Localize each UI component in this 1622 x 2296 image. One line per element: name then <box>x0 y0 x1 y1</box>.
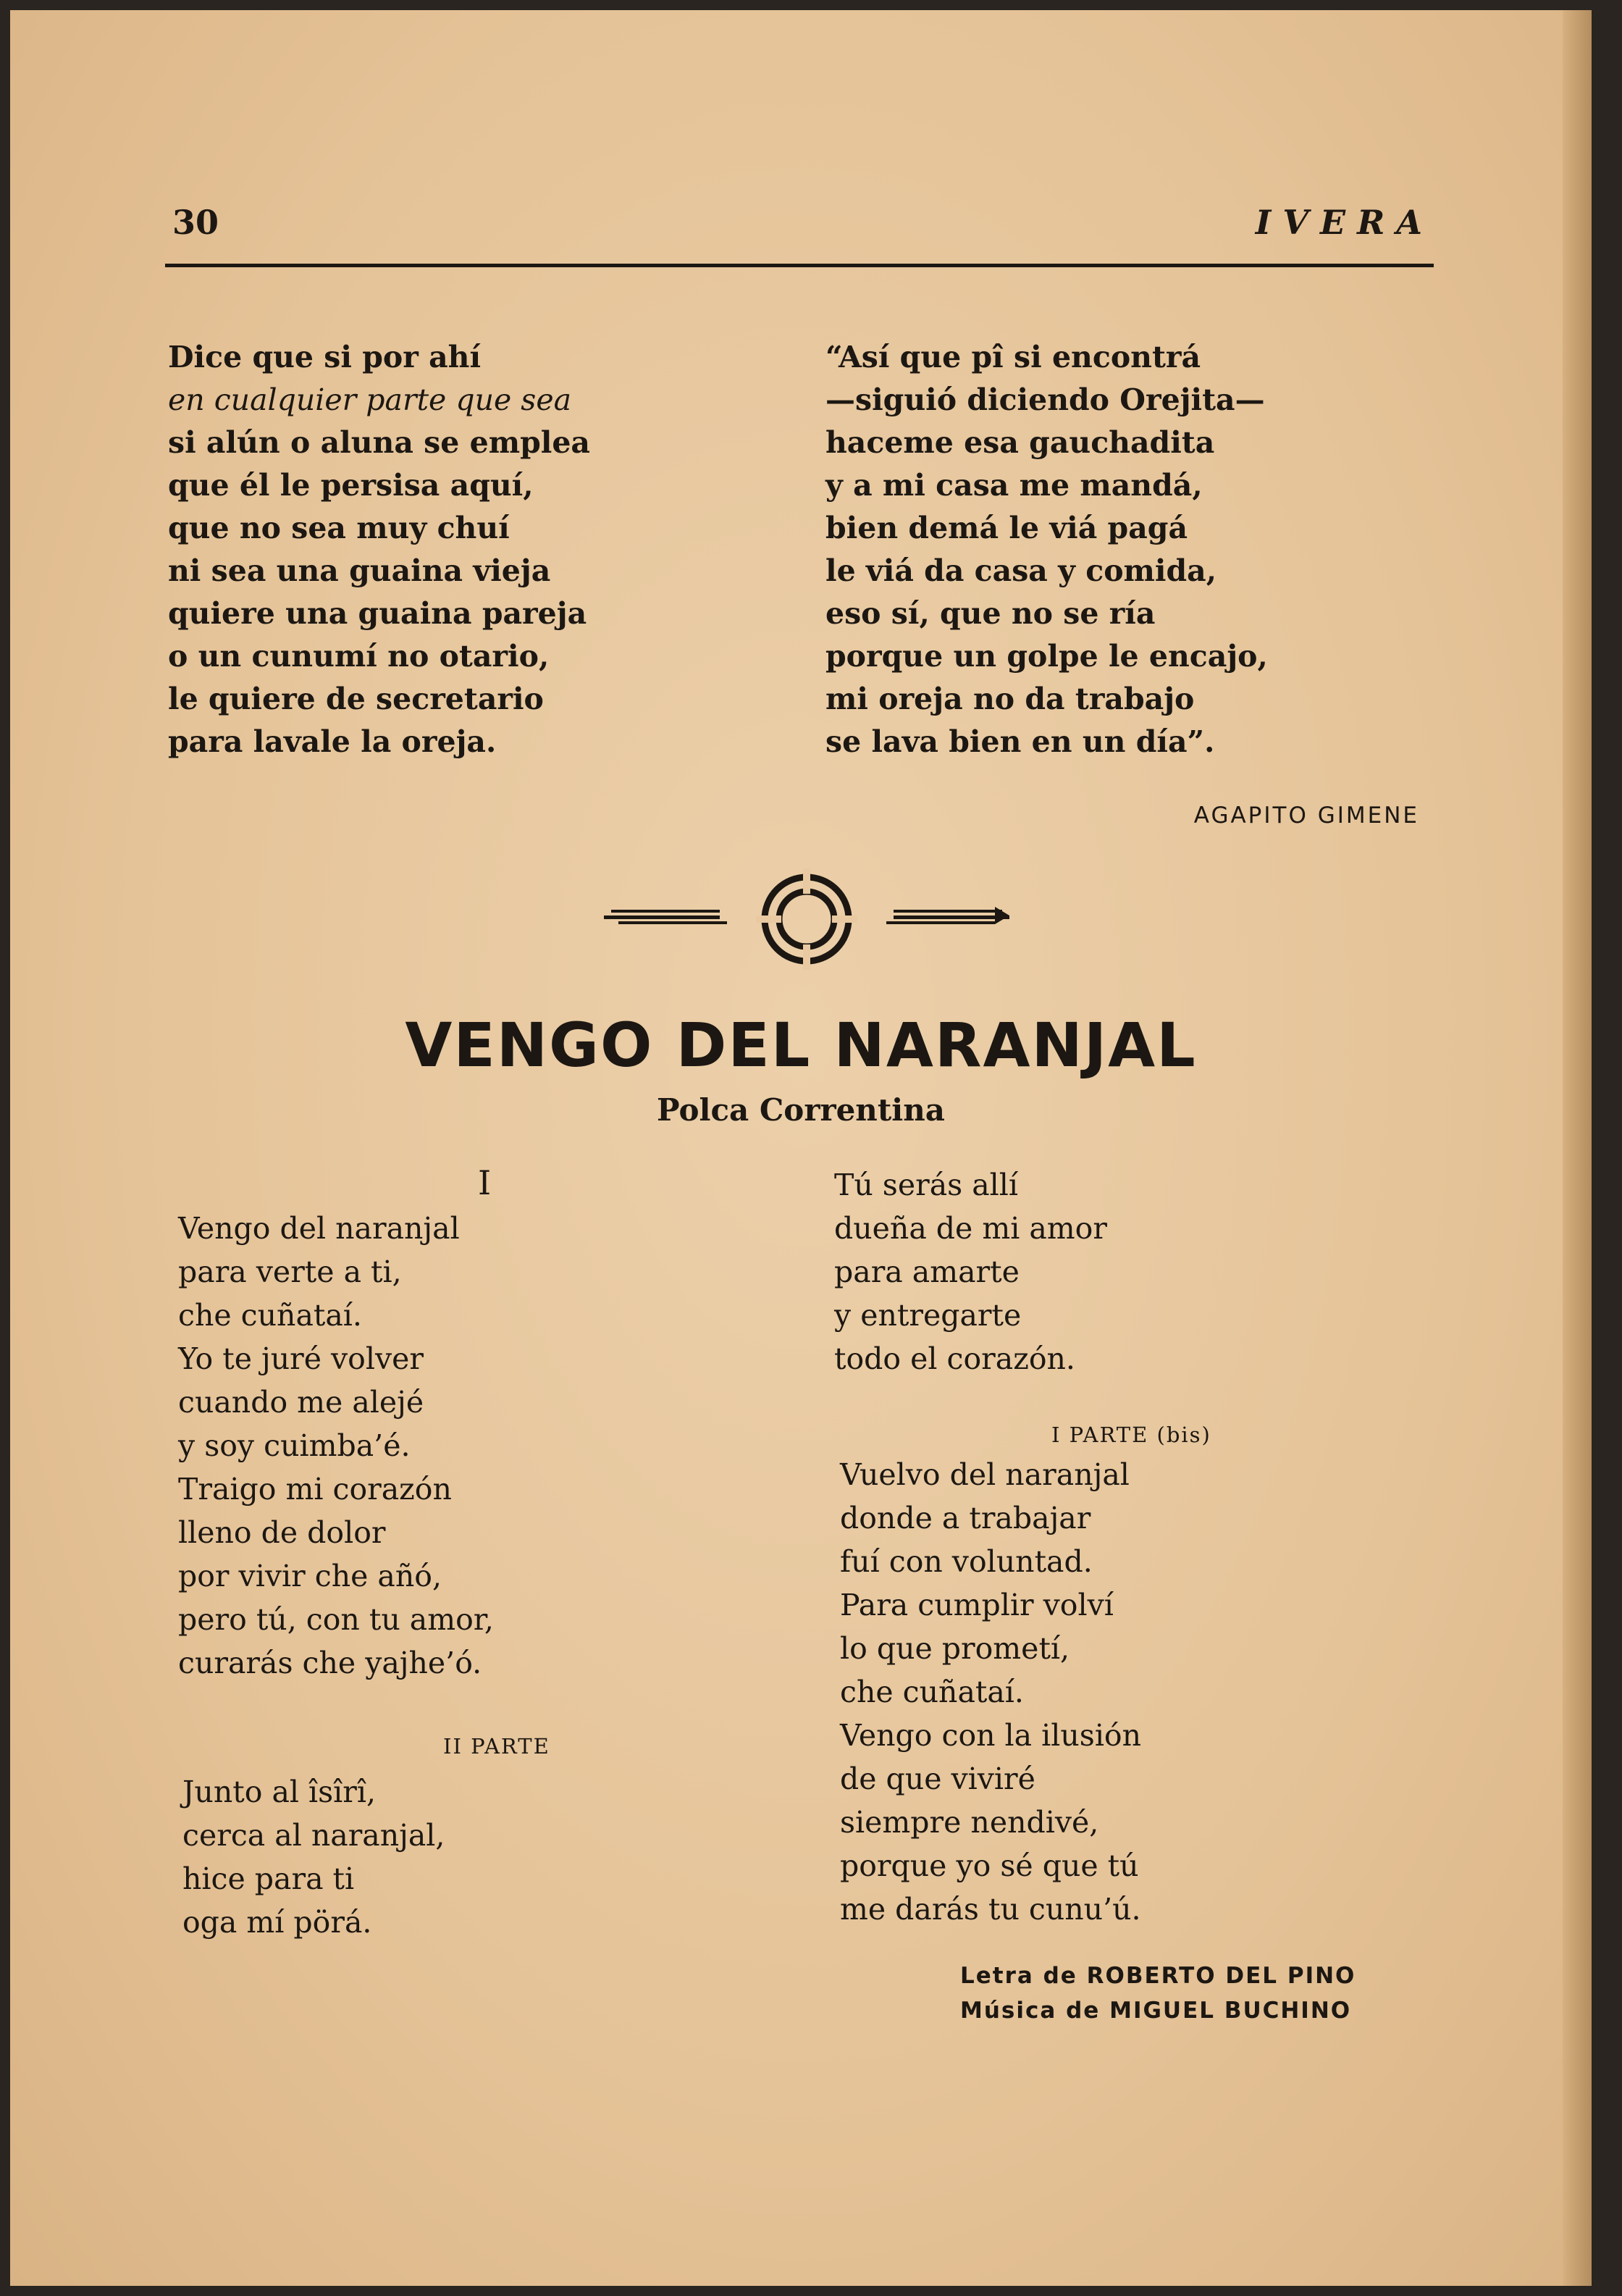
poem-line: para lavale la oreja. <box>168 724 497 759</box>
lyric-line: por vivir che añó, <box>178 1559 442 1593</box>
lyric-line: Tú serás allí <box>834 1168 1018 1202</box>
poem-line: que no sea muy chuí <box>168 511 510 545</box>
poem-line: “Así que pî si encontrá <box>825 340 1201 374</box>
lyric-line: pero tú, con tu amor, <box>178 1602 494 1637</box>
poem-line: le quiere de secretario <box>168 682 544 716</box>
lyric-line: Vuelvo del naranjal <box>840 1457 1130 1492</box>
poem-line: o un cunumí no otario, <box>168 639 550 674</box>
lyric-line: Yo te juré volver <box>178 1341 424 1376</box>
lyric-line: che cuñataí. <box>178 1298 362 1333</box>
lyric-line: me darás tu cunu’ú. <box>840 1892 1141 1927</box>
credit-lyrics: Letra de ROBERTO DEL PINO <box>960 1963 1356 1989</box>
page-header <box>165 197 1434 248</box>
poem-right-stanza <box>825 336 1268 763</box>
poem-line: se lava bien en un día”. <box>825 724 1215 759</box>
poem-left-stanza <box>168 336 590 763</box>
lyric-line: lo que prometí, <box>840 1631 1070 1666</box>
poem-line: —siguió diciendo Orejita— <box>825 382 1265 417</box>
poem-signature: AGAPITO GIMENE <box>1193 803 1419 829</box>
poem-line: ni sea una guaina vieja <box>168 553 551 588</box>
lyrics-section-2 <box>182 1770 445 1944</box>
credit-music: Música de MIGUEL BUCHINO <box>960 1998 1352 2024</box>
lyric-line: hice para ti <box>182 1861 355 1896</box>
lyric-line: fuí con voluntad. <box>840 1544 1093 1579</box>
lyric-line: curarás che yajhe’ó. <box>178 1646 482 1680</box>
poem-line: le viá da casa y comida, <box>825 553 1217 588</box>
poem-line: si alún o aluna se emplea <box>168 425 590 460</box>
song-title: VENGO DEL NARANJAL <box>405 1010 1197 1081</box>
ornament-divider <box>604 865 1009 973</box>
lyrics-section-3 <box>840 1453 1141 1931</box>
poem-line: eso sí, que no se ría <box>825 596 1156 631</box>
poem-line: haceme esa gauchadita <box>825 425 1215 460</box>
running-title: IVERA <box>1255 203 1434 242</box>
lyric-line: donde a trabajar <box>840 1501 1091 1535</box>
lyric-line: todo el corazón. <box>834 1341 1075 1376</box>
section-label-i-parte-bis: I PARTE (bis) <box>1051 1423 1211 1447</box>
poem-line: quiere una guaina pareja <box>168 596 587 631</box>
page-spine <box>1563 10 1592 2286</box>
lyric-line: para verte a ti, <box>178 1254 402 1289</box>
header-rule <box>165 264 1434 267</box>
lyrics-right-top <box>834 1163 1107 1380</box>
lyric-line: siempre nendivé, <box>840 1805 1099 1840</box>
lyrics-section-1 <box>178 1207 494 1685</box>
lyric-line: Vengo del naranjal <box>178 1211 460 1246</box>
lyric-line: y soy cuimba’é. <box>178 1428 411 1463</box>
song-credits <box>960 1958 1356 2028</box>
lyric-line: lleno de dolor <box>178 1515 386 1550</box>
poem-line: mi oreja no da trabajo <box>825 682 1195 716</box>
poem-line: bien demá le viá pagá <box>825 511 1188 545</box>
lyric-line: para amarte <box>834 1254 1020 1289</box>
song-subtitle: Polca Correntina <box>657 1092 945 1128</box>
poem-line: porque un golpe le encajo, <box>825 639 1268 674</box>
lyric-line: Traigo mi corazón <box>178 1472 452 1507</box>
lyric-line: y entregarte <box>834 1298 1022 1333</box>
lyric-line: che cuñataí. <box>840 1675 1024 1709</box>
lyric-line: de que viviré <box>840 1761 1035 1796</box>
section-label-i: I <box>478 1163 492 1202</box>
lyric-line: Junto al îsîrî, <box>182 1775 377 1809</box>
magazine-page <box>10 10 1592 2286</box>
lyric-line: porque yo sé que tú <box>840 1848 1139 1883</box>
lyric-line: oga mí pörá. <box>182 1905 372 1940</box>
section-label-ii-parte: II PARTE <box>443 1734 550 1759</box>
poem-line: Dice que si por ahí <box>168 340 482 374</box>
poem-line: que él le persisa aquí, <box>168 468 534 503</box>
poem-line: y a mi casa me mandá, <box>825 468 1203 503</box>
page-number: 30 <box>172 203 219 242</box>
poem-line: en cualquier parte que sea <box>168 382 572 417</box>
lyric-line: dueña de mi amor <box>834 1211 1107 1246</box>
lyric-line: cerca al naranjal, <box>182 1818 445 1853</box>
lyric-line: Vengo con la ilusión <box>840 1718 1142 1753</box>
lyric-line: cuando me alejé <box>178 1385 424 1420</box>
lyric-line: Para cumplir volví <box>840 1588 1114 1622</box>
